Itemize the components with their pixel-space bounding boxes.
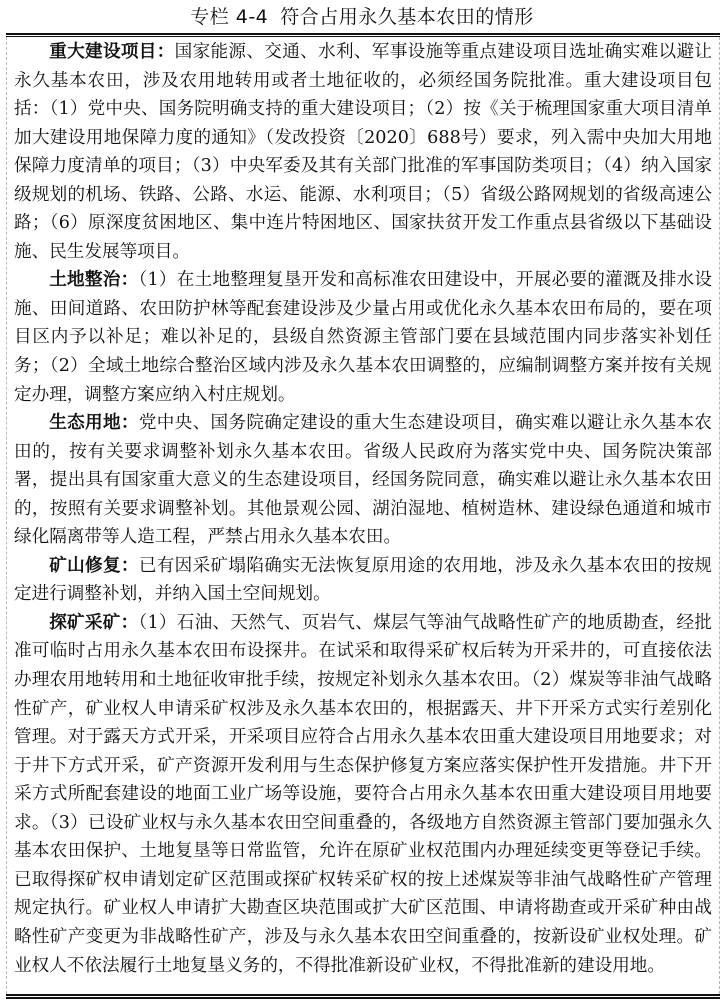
- section-major-construction: [14, 38, 712, 266]
- section-land-consolidation: [14, 266, 712, 409]
- section-heading: 生态用地：: [49, 412, 139, 434]
- bottom-double-rule: [6, 994, 720, 999]
- section-heading: 探矿采矿：: [49, 611, 139, 633]
- section-mine-restoration: [14, 552, 712, 609]
- section-exploration-mining: [14, 609, 712, 980]
- section-text: 党中央、国务院确定建设的重大生态建设项目，确实难以避让永久基本农田的，按有关要求调整补划永久基本农田。省级人民政府为落实党中央、国务院决策部署，提出具有国家重大意义的生态建设项目，经国务院同意，确实难以避让永久基本农田的，按照有关要求调整补划。其他景观公园、湖泊湿地、植树造林、建设绿色通道和城市绿化隔离带等人造工程，严禁占用永久基本农田。: [14, 413, 712, 548]
- section-heading: 土地整治：: [49, 269, 139, 291]
- box-number: 专栏 4-4: [190, 6, 269, 28]
- box-title-text: 符合占用永久基本农田的情形: [280, 6, 534, 28]
- section-text: （1）在土地整理复垦开发和高标准农田建设中，开展必要的灌溉及排水设施、田间道路、农田防护林等配套建设涉及少量占用或优化永久基本农田布局的，要在项目区内予以补足；难以补足的，县级自然资源主管部门要在县域范围内同步落实补划任务；（2）全域土地综合整治区域内涉及永久基本农田调整的，应编制调整方案并按有关规定办理，调整方案应纳入村庄规划。: [14, 270, 712, 405]
- section-text: （1）石油、天然气、页岩气、煤层气等油气战略性矿产的地质勘查，经批准可临时占用永久基本农田布设探井。在试采和取得采矿权后转为开采井的，可直接依法办理农用地转用和土地征收审批手续，按规定补划永久基本农田。（2）煤炭等非油气战略性矿产，矿业权人申请采矿权涉及永久基本农田的，根据露天、井下开采方式实行差别化管理。对于露天方式开采，开采项目应符合占用永久基本农田重大建设项目用地要求；对于井下方式开采，矿产资源开发利用与生态保护修复方案应落实保护性开发措施。井下开采方式所配套建设的地面工业广场等设施，要符合占用永久基本农田重大建设项目用地要求。（3）已设矿业权与永久基本农田空间重叠的，各级地方自然资源主管部门要加强永久基本农田保护、土地复垦等日常监管，允许在原矿业权范围内办理延续变更等登记手续。已取得探矿权申请划定矿区范围或探矿权转采矿权的按上述煤炭等非油气战略性矿产管理规定执行。矿业权人申请扩大勘查区块范围或扩大矿区范围、申请将勘查或开采矿种由战略性矿产变更为非战略性矿产，涉及与永久基本农田空间重叠的，按新设矿业权处理。矿业权人不依法履行土地复垦义务的，不得批准新设矿业权，不得批准新的建设用地。: [14, 612, 712, 976]
- section-heading: 重大建设项目：: [49, 41, 175, 62]
- section-text: 国家能源、交通、水利、军事设施等重点建设项目选址确实难以避让永久基本农田，涉及农用地转用或者土地征收的，必须经国务院批准。重大建设项目包括：（1）党中央、国务院明确支持的重大建设项目；（2）按《关于梳理国家重大项目清单加大建设用地保障力度的通知》（发改投资〔2020〕688号）要求，列入需中央加大用地保障力度清单的项目；（3）中央军委及其有关部门批准的军事国防类项目；（4）纳入国家级规划的机场、铁路、公路、水运、能源、水利项目；（5）省级公路网规划的省级高速公路；（6）原深度贫困地区、集中连片特困地区、国家扶贫开发工作重点县省级以下基础设施、民生发展等项目。: [14, 42, 712, 262]
- section-ecological-land: [14, 409, 712, 552]
- section-text: 已有因采矿塌陷确实无法恢复原用途的农用地，涉及永久基本农田的按规定进行调整补划，并纳入国土空间规划。: [14, 555, 712, 605]
- box-content: [14, 38, 712, 980]
- box-title: [0, 2, 724, 32]
- section-heading: 矿山修复：: [49, 554, 139, 576]
